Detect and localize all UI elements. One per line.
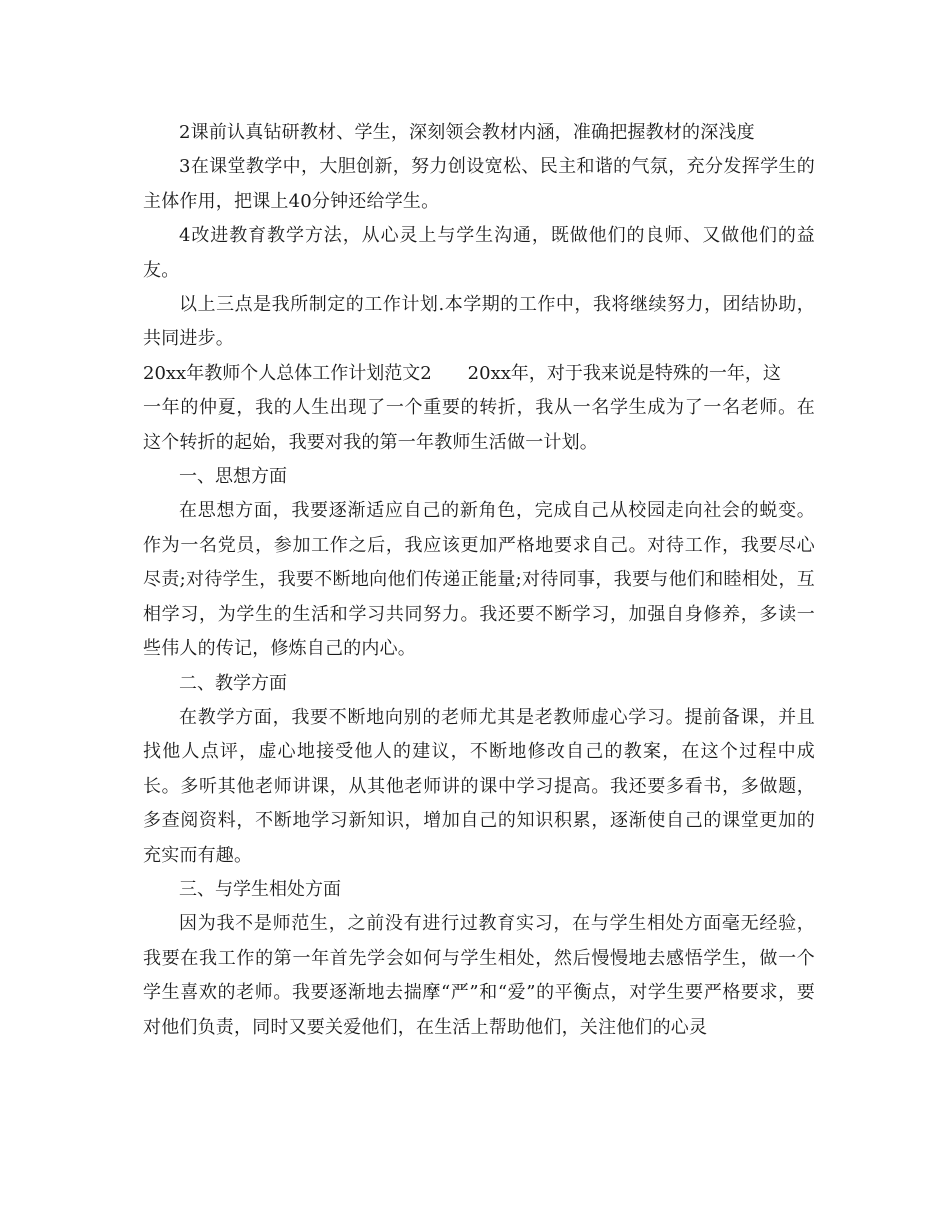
paragraph-item-2: 2课前认真钻研教材、学生，深刻领会教材内涵，准确把握教材的深浅度 — [179, 122, 755, 143]
paragraph-item-4: 4改进教育教学方法，从心灵上与学生沟通，既做他们的良师、又做他们的益友。 — [143, 225, 815, 281]
thought-paragraph: 在思想方面，我要逐渐适应自己的新角色，完成自己从校园走向社会的蜕变。作为一名党员，参加工作之后，我应该更加严格地要求自己。对待工作，我要尽心尽责;对待学生，我要不断地向他们传递正能量;对待同事，我要与他们和睦相处，互相学习，为学生的生活和学习共同努力。我还要不断学习，加强自身修养，多读一些伟人的传记，修炼自己的内心。 — [143, 500, 815, 660]
document-body — [143, 116, 815, 1045]
students-paragraph: 因为我不是师范生，之前没有进行过教育实习，在与学生相处方面毫无经验，我要在我工作的第一年首先学会如何与学生相处，然后慢慢地去感悟学生，做一个学生喜欢的老师。我要逐渐地去揣摩“严”和“爱”的平衡点，对学生要严格要求，要对他们负责，同时又要关爱他们，在生活上帮助他们，关注他们的心灵 — [143, 913, 815, 1038]
section-heading-teaching: 二、教学方面 — [179, 672, 287, 694]
paragraph-item-3: 3在课堂教学中，大胆创新，努力创设宽松、民主和谐的气氛，充分发挥学生的主体作用，把课上40分钟还给学生。 — [143, 156, 815, 212]
paragraph-summary: 以上三点是我所制定的工作计划.本学期的工作中，我将继续努力，团结协助，共同进步。 — [143, 294, 815, 350]
section-heading-students: 三、与学生相处方面 — [179, 878, 341, 900]
document-title-row — [143, 357, 815, 391]
section-heading-thought: 一、思想方面 — [179, 466, 287, 488]
document-title: 20xx年教师个人总体工作计划范文2 — [143, 362, 432, 384]
teaching-paragraph: 在教学方面，我要不断地向别的老师尤其是老教师虚心学习。提前备课，并且找他人点评，虚心地接受他人的建议，不断地修改自己的教案，在这个过程中成长。多听其他老师讲课，从其他老师讲的课中学习提高。我还要多看书，多做题，多查阅资料，不断地学习新知识，增加自己的知识积累，逐渐使自己的课堂更加的充实而有趣。 — [143, 706, 815, 866]
intro-paragraph: 一年的仲夏，我的人生出现了一个重要的转折，我从一名学生成为了一名老师。在这个转折的起始，我要对我的第一年教师生活做一计划。 — [143, 397, 815, 453]
intro-first-line: 20xx年，对于我来说是特殊的一年，这 — [467, 362, 781, 384]
